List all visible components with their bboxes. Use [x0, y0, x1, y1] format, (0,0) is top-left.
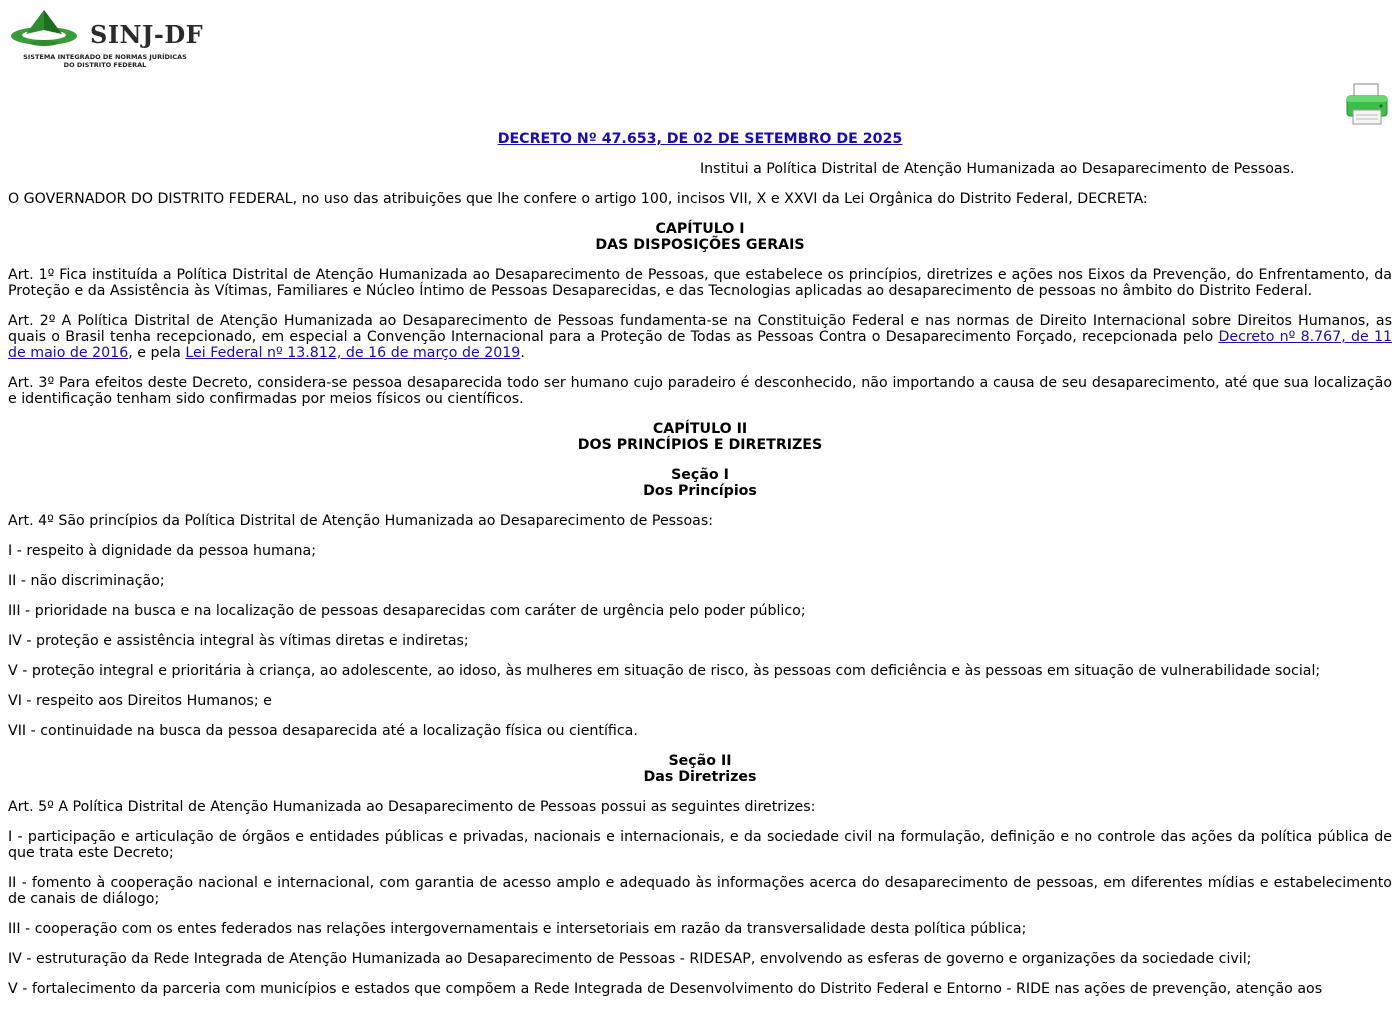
decreto-8767-link[interactable]: Decreto nº 8.767, de 11 de maio de 2016: [8, 329, 1392, 361]
decree-preamble: O GOVERNADOR DO DISTRITO FEDERAL, no uso das atribuições que lhe confere o artigo 100, incisos VII, X e XXVI da Lei Orgânica do Distrito Federal, DECRETA:: [8, 191, 1148, 207]
logo-subtitle-line-2: DO DISTRITO FEDERAL: [63, 60, 147, 69]
article-4-item: IV - proteção e assistência integral às vítimas diretas e indiretas;: [8, 633, 469, 649]
logo-subtitle-line-1: SISTEMA INTEGRADO DE NORMAS JURÍDICAS: [23, 53, 187, 61]
chapter-2-number: CAPÍTULO II: [652, 421, 748, 437]
article-5: Art. 5º A Política Distrital de Atenção Humanizada ao Desaparecimento de Pessoas possui as seguintes diretrizes:: [8, 799, 816, 815]
article-2-text-b: , e pela: [128, 345, 186, 361]
section-2-name: Das Diretrizes: [643, 769, 757, 785]
lei-13812-link[interactable]: Lei Federal nº 13.812, de 16 de março de 2019: [185, 345, 521, 361]
print-button[interactable]: [1344, 82, 1390, 128]
article-4-item: I - respeito à dignidade da pessoa humana;: [8, 543, 317, 559]
article-5-item: IV - estruturação da Rede Integrada de Atenção Humanizada ao Desaparecimento de Pessoas - RIDESAP, envolvendo as esferas de governo e organizações da sociedade civil;: [8, 951, 1252, 967]
article-5-item: III - cooperação com os entes federados nas relações intergovernamentais e intersetoriais em razão da transversalidade desta política pública;: [8, 921, 1027, 937]
sinj-logo-icon: [10, 8, 88, 54]
article-5-item: V - fortalecimento da parceria com municípios e estados que compõem a Rede Integrada de Desenvolvimento do Distrito Federal e Entorno - RIDE nas ações de prevenção, atenção aos: [8, 981, 1323, 997]
logo-subtitle: [10, 54, 200, 69]
printer-icon: [1344, 82, 1390, 128]
article-3: Art. 3º Para efeitos deste Decreto, considera-se pessoa desaparecida todo ser humano cujo paradeiro é desconhecido, não importando a causa de seu desaparecimento, até que sua localização e identificação tenham sido confirmadas por meios físicos ou científicos.: [8, 375, 1392, 407]
decree-title: [8, 131, 1392, 147]
chapter-2-name: DOS PRINCÍPIOS E DIRETRIZES: [577, 437, 823, 453]
chapter-1-heading: [8, 221, 1392, 253]
section-1-heading: [8, 467, 1392, 499]
article-4-item: V - proteção integral e prioritária à criança, ao adolescente, ao idoso, às mulheres em situação de risco, às pessoas com deficiência e às pessoas em situação de vulnerabilidade social;: [8, 663, 1321, 679]
chapter-1-number: CAPÍTULO I: [655, 221, 745, 237]
article-5-item: I - participação e articulação de órgãos e entidades públicas e privadas, nacionais e internacionais, e da sociedade civil na formulação, definição e no controle das ações da política pública de que trata este Decreto;: [8, 829, 1392, 861]
chapter-2-heading: [8, 421, 1392, 453]
article-4: Art. 4º São princípios da Política Distrital de Atenção Humanizada ao Desaparecimento de Pessoas:: [8, 513, 713, 529]
decree-title-link[interactable]: DECRETO Nº 47.653, DE 02 DE SETEMBRO DE 2025: [497, 131, 903, 147]
logo-name: SINJ-DF: [90, 20, 204, 49]
section-1-name: Dos Princípios: [643, 483, 757, 499]
section-2-heading: [8, 753, 1392, 785]
section-1-number: Seção I: [671, 467, 729, 483]
article-4-item: VI - respeito aos Direitos Humanos; e: [8, 693, 272, 709]
decree-ementa: Institui a Política Distrital de Atenção Humanizada ao Desaparecimento de Pessoas.: [700, 161, 1295, 177]
article-4-item: II - não discriminação;: [8, 573, 165, 589]
decree-document: [8, 131, 1392, 1011]
article-1: Art. 1º Fica instituída a Política Distrital de Atenção Humanizada ao Desaparecimento de Pessoas, que estabelece os princípios, diretrizes e ações nos Eixos da Prevenção, do Enfrentamento, da Proteção e da Assistência às Vítimas, Familiares e Núcleo Íntimo de Pessoas Desaparecidas, e das Tecnologias aplicadas ao desaparecimento de pessoas no âmbito do Distrito Federal.: [8, 267, 1392, 299]
article-5-item: II - fomento à cooperação nacional e internacional, com garantia de acesso amplo e adequado às informações acerca do desaparecimento de pessoas, em diferentes mídias e estabelecimento de canais de diálogo;: [8, 875, 1392, 907]
article-4-item: VII - continuidade na busca da pessoa desaparecida até a localização física ou científica.: [8, 723, 638, 739]
article-2-text-c: .: [520, 345, 525, 361]
chapter-1-name: DAS DISPOSIÇÕES GERAIS: [595, 237, 805, 253]
article-2: [8, 313, 1392, 361]
section-2-number: Seção II: [668, 753, 732, 769]
site-header: [10, 8, 210, 72]
article-2-text-a: Art. 2º A Política Distrital de Atenção Humanizada ao Desaparecimento de Pessoas fundamenta-se na Constituição Federal e nas normas de Direito Internacional sobre Direitos Humanos, as quais o Brasil tenha recepcionado, em especial a Convenção Internacional para a Proteção de Todas as Pessoas Contra o Desaparecimento Forçado, recepcionada pelo: [8, 313, 1392, 345]
article-4-item: III - prioridade na busca e na localização de pessoas desaparecidas com caráter de urgência pelo poder público;: [8, 603, 806, 619]
